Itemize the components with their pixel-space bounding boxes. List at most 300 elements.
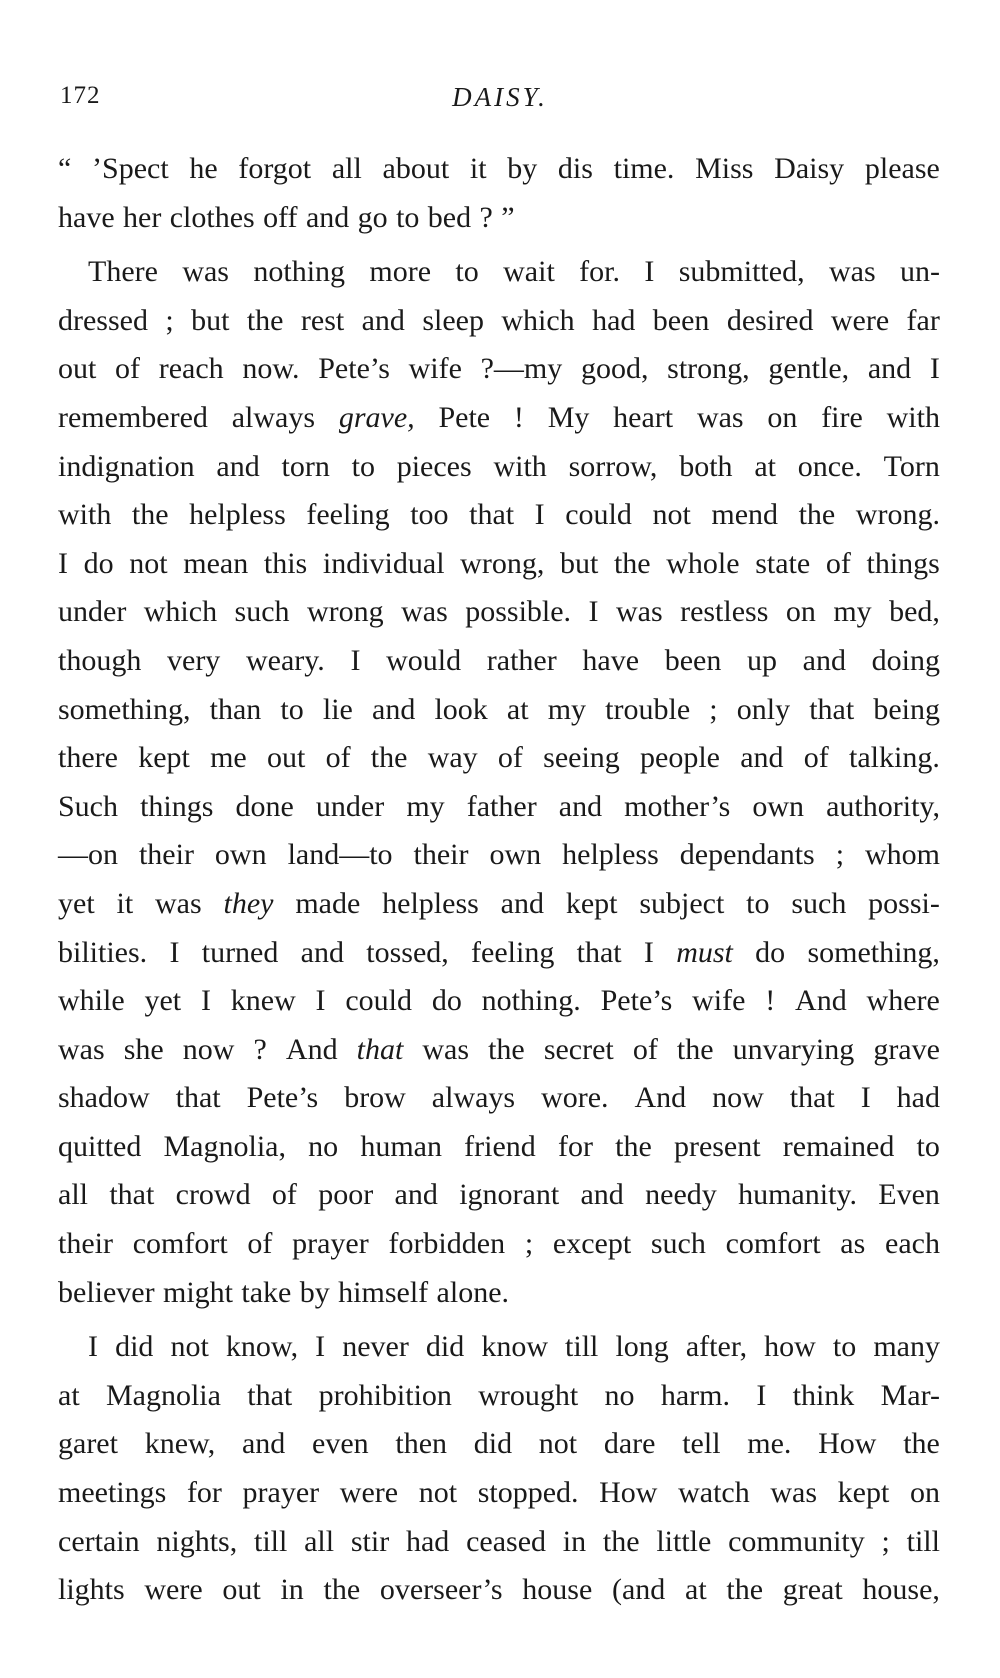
word: always [431,1081,516,1115]
word: kept [837,1476,890,1510]
word: till [254,1524,288,1558]
word: ! [765,984,776,1018]
word: not [129,546,168,580]
word: remembered [58,400,208,434]
word: and [216,449,260,483]
word: ’Spect [92,152,169,185]
word: great [782,1573,843,1607]
word: too [410,498,449,532]
word: individual [322,546,445,580]
word: Even [878,1178,940,1212]
word: community [728,1524,865,1558]
word: that [356,1032,404,1066]
word: comfort [725,1227,821,1261]
word: and [300,935,344,969]
word: of [825,546,851,580]
word: certain [58,1524,140,1558]
word: than [209,692,262,726]
word: far [906,303,940,337]
word: forgot [238,152,312,185]
text-line [58,345,940,394]
word: own [214,838,267,872]
word: which [143,595,218,629]
word: of [497,741,523,775]
word: Miss [695,152,754,185]
word: possible. [465,595,572,629]
word: her [123,200,162,234]
word: gentle, [768,352,850,386]
word: very [167,643,221,677]
word: Such [58,789,118,823]
text-line [58,831,940,880]
word: not [652,498,691,532]
word: mean [183,546,249,580]
word: helpless [382,886,479,920]
word: in [562,1524,587,1558]
word: I [315,984,326,1018]
text-line [58,1074,940,1123]
word: Pete’s [600,984,673,1018]
word: till [906,1524,940,1558]
word: I [534,498,545,532]
word: shadow [58,1081,150,1115]
word: of [247,1227,273,1261]
word: now [712,1081,764,1115]
paragraph [58,248,940,1317]
word: it [116,886,134,920]
word: unvarying [732,1032,855,1066]
text-line [58,1566,940,1615]
word: ” [501,200,515,234]
word: and [580,1178,624,1212]
word: by [299,1275,330,1309]
text-line [58,588,940,637]
word: ; [709,692,718,726]
word: of [632,1032,658,1066]
word: under [58,595,127,629]
word: and [802,643,846,677]
word: where [866,984,940,1018]
word: trouble [605,692,691,726]
word: in [280,1573,304,1607]
word: ; [835,838,845,872]
word: but [191,303,230,337]
word: something, [807,935,940,969]
word: was [422,1032,470,1066]
word: at [685,1573,707,1607]
word: Torn [883,449,940,483]
word: —on [58,838,118,872]
word: possi- [868,886,940,920]
word: even [312,1427,369,1461]
paragraph [58,1323,940,1615]
word: of [803,741,829,775]
word: I [350,643,361,677]
word: kept [565,886,618,920]
word: to [351,449,375,483]
word: at [58,1378,80,1412]
word: turned [201,935,279,969]
word: their [138,838,194,872]
word: the [370,741,408,775]
word: their [413,838,469,872]
word: on [767,400,798,434]
word: ! [513,400,524,434]
word: up [746,643,777,677]
word: Pete [438,400,491,434]
word: for. [579,255,620,289]
word: weary. [245,643,325,677]
word: that [247,1378,293,1412]
word: out [266,741,306,775]
word: ceased [466,1524,547,1558]
word: torn [281,449,330,483]
word: nights, [156,1524,238,1558]
word: now [182,1032,235,1066]
word: I [88,1330,98,1364]
word: to [916,1129,940,1163]
word: would [386,643,462,677]
word: I [644,255,655,289]
word: whom [865,838,940,872]
word: clothes [169,200,255,234]
word: made [295,886,361,920]
word: tell [682,1427,721,1461]
word: “ [58,152,72,185]
word: at [754,449,776,483]
word: till [565,1330,599,1364]
word: never [342,1330,409,1364]
word: wore. [541,1081,609,1115]
word: which [501,303,575,337]
word: ? [253,1032,267,1066]
text-line [58,783,940,832]
word: always [231,400,316,434]
word: many [873,1330,940,1364]
word: all [58,1178,88,1212]
word: had [896,1081,940,1115]
word: and [372,692,416,726]
word: they [223,886,274,920]
word: knew [230,984,296,1018]
word: And [795,984,847,1018]
word: to [396,200,420,234]
word: and [241,1427,286,1461]
word: lights [58,1573,125,1607]
word: do [431,984,462,1018]
word: authority, [826,789,940,823]
word: on [909,1476,940,1510]
text-line [58,1420,940,1469]
word: time. [613,152,675,185]
word: have [58,200,115,234]
word: yet [58,886,95,920]
word: friend [464,1129,536,1163]
word: and [305,200,350,234]
word: the [726,1573,764,1607]
text-line [58,880,940,929]
word: nothing. [481,984,581,1018]
text-line [58,1518,940,1567]
word: prayer [242,1476,320,1510]
word: after, [685,1330,748,1364]
word: overseer’s [379,1573,503,1607]
word: Magnolia [105,1378,221,1412]
word: wrought [478,1378,579,1412]
word: ? [479,200,493,234]
word: stopped. [477,1476,579,1510]
word: My [547,400,590,434]
word: was [696,400,744,434]
word: way [427,741,478,775]
word: go [357,200,388,234]
word: once. [797,449,862,483]
word: (and [611,1573,666,1607]
word: feeling [306,498,390,532]
word: for [186,1476,222,1510]
word: might [163,1275,234,1309]
word: how [764,1330,816,1364]
text-line [58,1323,940,1372]
word: wait [503,255,555,289]
word: ; [524,1227,534,1261]
word: to [455,255,479,289]
word: And [285,1032,338,1066]
word: that [789,1081,835,1115]
word: my [833,595,872,629]
word: with [493,449,547,483]
word: by [507,152,538,185]
word: now. [242,352,300,386]
text-line [58,540,940,589]
text-line [58,1123,940,1172]
word: father [466,789,537,823]
word: and [867,352,912,386]
word: prohibition [318,1378,452,1412]
word: the [602,1524,640,1558]
text-line [58,248,940,297]
word: I [200,984,211,1018]
word: the [613,546,651,580]
page-header [60,82,940,122]
text-line [58,1171,940,1220]
word: I [643,935,654,969]
word: long [615,1330,669,1364]
word: something, [58,692,191,726]
word: subject [639,886,725,920]
word: How [599,1476,658,1510]
word: did [473,1427,513,1461]
word: and [740,741,784,775]
word: both [679,449,733,483]
word: alone. [436,1275,510,1309]
word: the [903,1427,940,1461]
word: ?—my [480,352,563,386]
word: own [489,838,542,872]
word: I [929,352,940,386]
word: me [210,741,247,775]
word: with [58,498,112,532]
word: comfort [132,1227,228,1261]
body-text [58,145,940,1615]
word: at [506,692,529,726]
text-line [58,145,940,194]
word: such [650,1227,706,1261]
word: helpless [189,498,286,532]
word: wrong, [460,546,545,580]
text-line [58,491,940,540]
word: that [576,935,622,969]
text-line [58,734,940,783]
word: ; [881,1524,890,1558]
word: with [886,400,940,434]
word: Mar- [880,1378,940,1412]
word: then [395,1427,448,1461]
word: of [271,1178,297,1212]
word: such [234,595,290,629]
word: heart [613,400,674,434]
word: off [263,200,298,234]
word: ; [165,303,174,337]
word: no [604,1378,635,1412]
word: have [582,643,640,677]
word: secret [543,1032,614,1066]
word: human [360,1129,442,1163]
word: bed [427,200,472,234]
word: indignation [58,449,195,483]
word: bed, [889,595,940,629]
word: crowd [175,1178,251,1212]
word: land—to [287,838,393,872]
word: house, [862,1573,940,1607]
word: not [418,1476,458,1510]
word: such [791,886,847,920]
word: know [481,1330,548,1364]
word: garet [58,1427,118,1461]
text-line [58,929,940,978]
text-line [58,637,940,686]
word: did [425,1330,465,1364]
word: believer [58,1275,155,1309]
word: about [382,152,450,185]
word: being [873,692,940,726]
word: mend [711,498,779,532]
word: except [552,1227,632,1261]
word: sorrow, [568,449,658,483]
text-line [58,394,940,443]
word: as [840,1227,866,1261]
word: needy [645,1178,717,1212]
word: dis [557,152,593,185]
word: house [522,1573,593,1607]
word: he [189,152,218,185]
word: Pete’s [246,1081,319,1115]
word: for [557,1129,593,1163]
word: forbidden [388,1227,506,1261]
word: it [469,152,487,185]
word: How [818,1427,877,1461]
word: been [664,643,722,677]
word: poor [318,1178,374,1212]
word: present [673,1129,761,1163]
word: harm. [660,1378,730,1412]
word: that [809,692,855,726]
word: dependants [679,838,815,872]
word: the [131,498,169,532]
word: yet [144,984,182,1018]
word: been [652,303,710,337]
word: not [170,1330,209,1364]
word: lie [322,692,353,726]
word: rather [486,643,557,677]
word: out [222,1573,261,1607]
word: no [308,1129,339,1163]
word: know, [225,1330,299,1364]
word: please [864,152,940,185]
word: me. [747,1427,792,1461]
word: seeing [543,741,620,775]
word: grave, [338,400,415,434]
text-line [58,1220,940,1269]
word: wife [408,352,462,386]
word: take [241,1275,292,1309]
word: I [588,595,599,629]
word: humanity. [738,1178,857,1212]
text-line [58,1469,940,1518]
word: not [538,1427,578,1461]
word: to [746,886,770,920]
text-line [58,443,940,492]
word: more [369,255,432,289]
word: Pete’s [318,352,390,386]
word: had [405,1524,450,1558]
word: out [58,352,97,386]
word: was [828,255,876,289]
word: feeling [471,935,555,969]
word: do [83,546,114,580]
word: was [615,595,663,629]
word: good, [580,352,649,386]
word: there [58,741,118,775]
word: only [736,692,791,726]
word: were [830,303,890,337]
word: the [246,303,284,337]
word: helpless [562,838,659,872]
word: un- [900,255,940,289]
text-line [58,1026,940,1075]
word: must [676,935,733,969]
word: doing [871,643,940,677]
word: each [885,1227,940,1261]
page-number: 172 [60,82,101,109]
word: pieces [396,449,472,483]
word: was [182,255,229,289]
word: on [785,595,816,629]
word: all [331,152,362,185]
word: their [58,1227,113,1261]
word: to [832,1330,857,1364]
text-line [58,194,940,243]
word: rest [300,303,345,337]
word: whole [666,546,740,580]
word: were [144,1573,203,1607]
word: and [394,1178,438,1212]
paragraph [58,145,940,242]
word: under [315,789,385,823]
text-line [58,686,940,735]
word: to [280,692,304,726]
word: this [263,546,308,580]
